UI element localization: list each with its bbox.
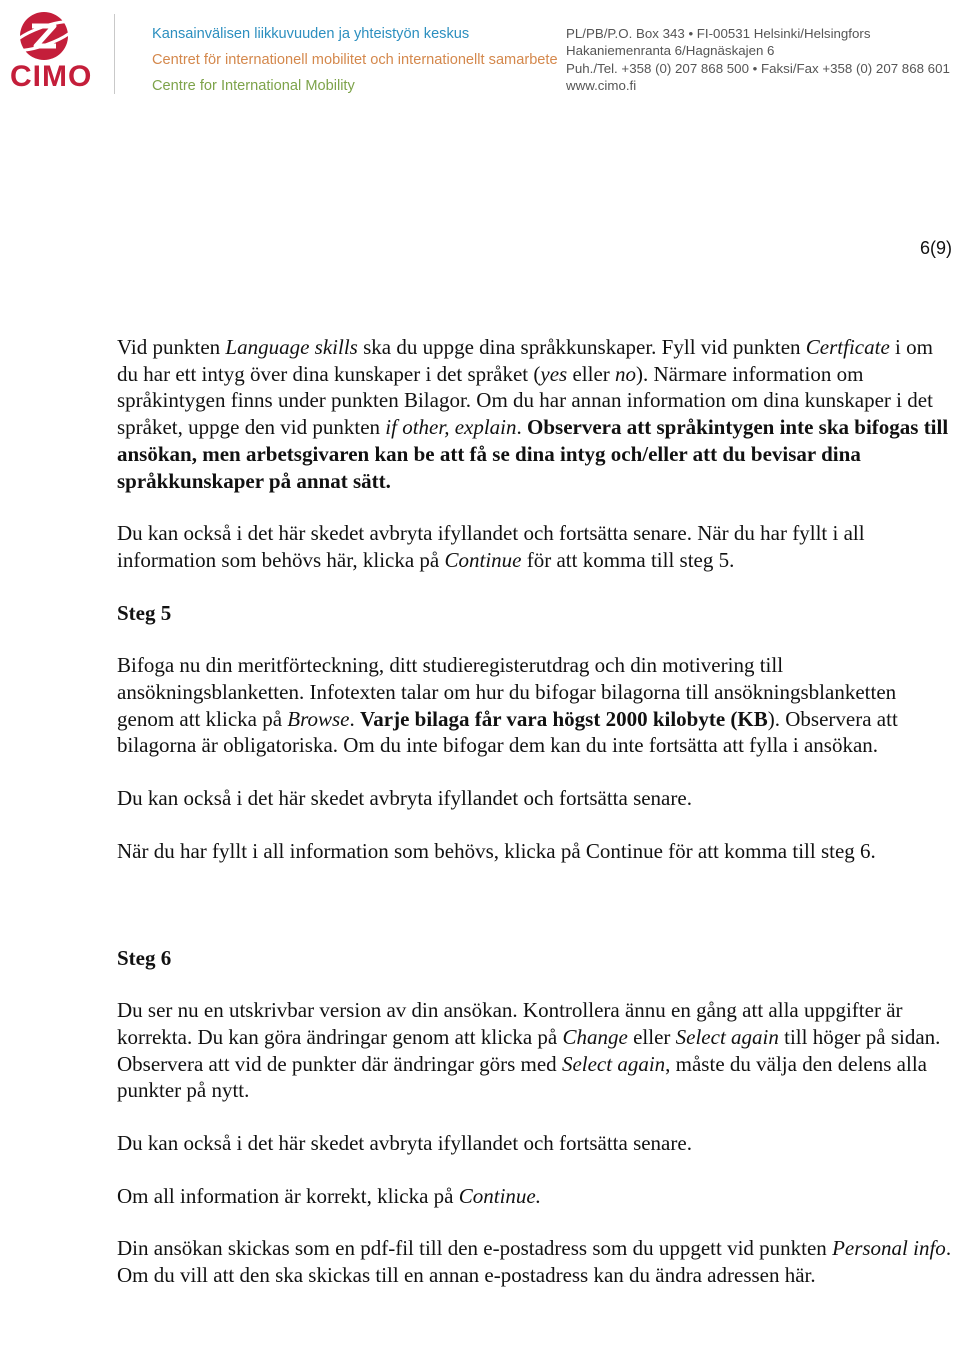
- address-phone-fax: Puh./Tel. +358 (0) 207 868 500 • Faksi/Fax +358 (0) 207 868 601: [566, 61, 950, 76]
- page-number: 6(9): [919, 238, 952, 258]
- cimo-logo-icon: [8, 8, 80, 64]
- website-link[interactable]: www.cimo.fi: [566, 78, 637, 93]
- paragraph-attachments: Bifoga nu din meritförteckning, ditt studieregisterutdrag och din motivering till ansökningsblanketten. Infotexten talar om hur du bifogar bilagorna till ansökningsblanketten genom att klicka på Browse. Varje bilaga får vara högst 2000 kilobyte (KB). Observera att bilagorna är obligatoriska. Om du inte bifogar dem kan du inte fortsätta att fylla i ansökan.: [117, 653, 898, 758]
- document-body: [117, 334, 952, 1289]
- org-name-english: Centre for International Mobility: [152, 78, 355, 94]
- logo-wordmark: CIMO: [10, 60, 93, 93]
- paragraph-printable-version: Du ser nu en utskrivbar version av din ansökan. Kontrollera ännu en gång att alla uppgifter är korrekta. Du kan göra ändringar genom att klicka på Change eller Select again till höger på sidan. Observera att vid de punkter där ändringar görs med Select again, måste du välja den delens alla punkter på nytt.: [117, 998, 941, 1103]
- address-postal: PL/PB/P.O. Box 343 • FI-00531 Helsinki/Helsingfors: [566, 26, 871, 41]
- paragraph-continue-step6: När du har fyllt i all information som behövs, klicka på Continue för att komma till steg 6.: [117, 838, 876, 863]
- org-name-finnish: Kansainvälisen liikkuvuuden ja yhteistyön keskus: [152, 26, 470, 42]
- header-divider: [114, 14, 115, 94]
- language-certificate-note: Observera att språkintygen inte ska bifogas till ansökan, men arbetsgivaren kan be att få se dina intyg och/eller att du bevisar dina språkkunskaper på annat sätt.: [117, 415, 949, 493]
- paragraph-language-skills: Vid punkten Language skills ska du uppge dina språkkunskaper. Fyll vid punkten Certficate i om du har ett intyg över dina kunskaper i det språket (yes eller no). Närmare information om språkintygen finns under punkten Bilagor. Om du har annan information om dina kunskaper i det språket, uppge den vid punkten if other, explain. Observera att språkintygen inte ska bifogas till ansökan, men arbetsgivaren kan be att få se dina intyg och/eller att du bevisar dina språkkunskaper på annat sätt.: [117, 335, 949, 493]
- paragraph-pdf-email: Din ansökan skickas som en pdf-fil till den e-postadress som du uppgett vid punkten Personal info. Om du vill att den ska skickas till en annan e-postadress kan du ändra adressen här.: [117, 1236, 952, 1288]
- address-street: Hakaniemenranta 6/Hagnäskajen 6: [566, 43, 775, 58]
- paragraph-cancel-step5: Du kan också i det här skedet avbryta ifyllandet och fortsätta senare.: [117, 786, 692, 811]
- org-name-swedish: Centret för internationell mobilitet och internationellt samarbete: [152, 52, 558, 68]
- paragraph-continue-step5: Du kan också i det här skedet avbryta ifyllandet och fortsätta senare. När du har fyllt i all information som behövs här, klicka på Continue för att komma till steg 5.: [117, 521, 865, 572]
- paragraph-cancel-step6: Du kan också i det här skedet avbryta ifyllandet och fortsätta senare.: [117, 1131, 692, 1156]
- heading-step-5: Steg 5: [117, 600, 172, 625]
- paragraph-confirm: Om all information är korrekt, klicka på Continue.: [117, 1183, 541, 1208]
- heading-step-6: Steg 6: [117, 945, 172, 970]
